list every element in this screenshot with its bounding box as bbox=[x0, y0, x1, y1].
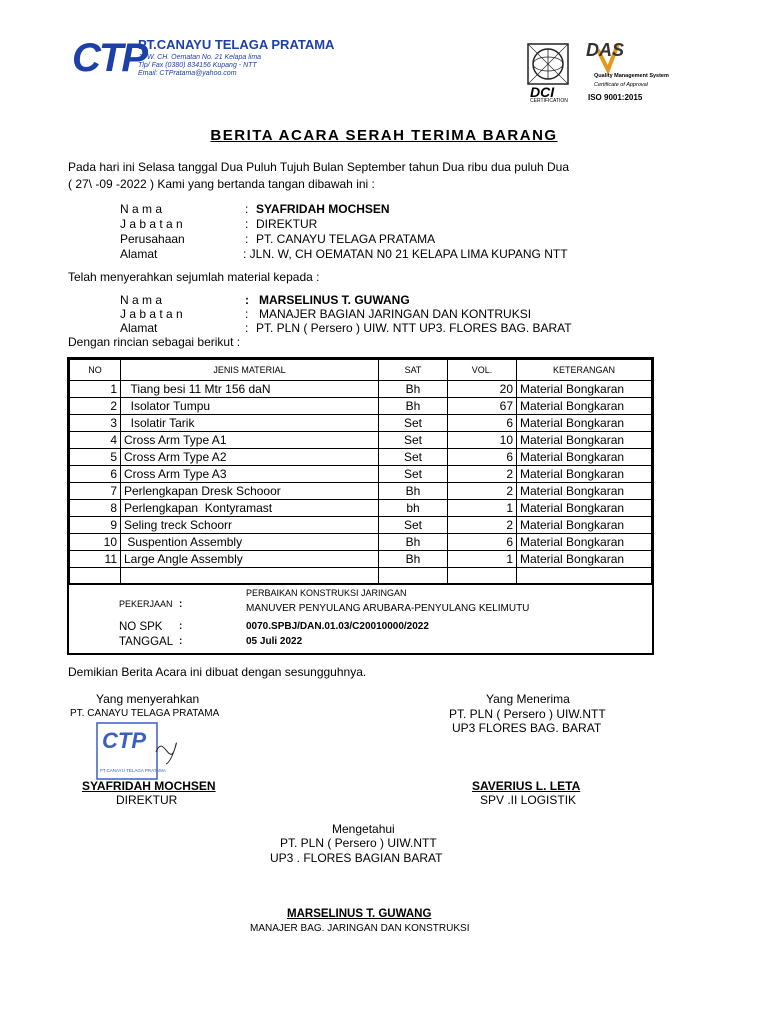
sign-center-role: Mengetahui bbox=[332, 822, 395, 836]
row-jenis: Perlengkapan Dresk Schooor bbox=[121, 483, 379, 500]
intro-line-1: Pada hari ini Selasa tanggal Dua Puluh Tujuh Bulan September tahun Dua ribu dua puluh Dua bbox=[68, 160, 570, 174]
row-sat: Bh bbox=[379, 551, 448, 568]
row-keterangan: Material Bongkaran bbox=[517, 483, 652, 500]
handover-text: Telah menyerahkan sejumlah material kepada : bbox=[68, 270, 320, 284]
sign-center-company-2: UP3 . FLORES BAGIAN BARAT bbox=[270, 851, 443, 865]
party1-alamat-label: Alamat bbox=[120, 247, 158, 261]
company-phone: Tlp/ Fax (0380) 834156 Kupang - NTT bbox=[138, 62, 257, 69]
row-keterangan: Material Bongkaran bbox=[517, 381, 652, 398]
table-row bbox=[70, 483, 652, 500]
row-keterangan: Material Bongkaran bbox=[517, 449, 652, 466]
table-row bbox=[70, 500, 652, 517]
material-table: NO JENIS MATERIAL SAT VOL. KETERANGAN 1 Tiang besi 11 Mtr 156 daN Bh 20 Material Bongkaran 2 Isolator Tumpu Bh 67 Material Bongkaran 3 Isolatir Tarik Set 6 Material Bongkaran 4 Cross Arm Type A1 Set 10 Material Bongkaran 5 Cross Arm Type A2 Set 6 Material Bongkaran 6 Cross Arm Type A3 Set 2 Material Bongkaran 7 Perlengkapan Dresk Schooor Bh 2 Material Bongkaran 8 Perlengkapan Kontyramast bh 1 Material Bongkaran 9 Seling treck Schoorr Set 2 Material Bongkaran 10 Suspention Assembly Bh 6 Material Bongkaran 11 Large Angle Assembly Bh 1 Material Bongkaran PEKERJAAN : PERBAIKAN KONSTRUKSI JARINGAN MANUVER PENYULANG ARUBARA-PENYULANG KELIMUTU NO SPK : 0070.SPBJ/DAN.01.03/C20010000/2022 TANGGAL : 05 Juli 2022 bbox=[67, 357, 654, 655]
sign-center-name: MARSELINUS T. GUWANG bbox=[287, 908, 432, 920]
pekerjaan-line-2: MANUVER PENYULANG ARUBARA-PENYULANG KELIMUTU bbox=[246, 603, 530, 614]
row-sat: Set bbox=[379, 449, 448, 466]
stamp-sub-text: PT.CANAYU TELAGA PRATAMA bbox=[100, 768, 166, 773]
row-jenis: Cross Arm Type A2 bbox=[121, 449, 379, 466]
table-header-row bbox=[70, 360, 652, 381]
sign-right-role: Yang Menerima bbox=[486, 692, 570, 706]
company-address: Jl. W. CH. Oematan No. 21 Kelapa lima bbox=[138, 54, 262, 61]
row-jenis: Cross Arm Type A3 bbox=[121, 466, 379, 483]
company-stamp bbox=[96, 722, 180, 782]
row-sat: Bh bbox=[379, 483, 448, 500]
party2-alamat-value: PT. PLN ( Persero ) UIW. NTT UP3. FLORES BAG. BARAT bbox=[256, 321, 572, 335]
col-header-jenis: JENIS MATERIAL bbox=[121, 360, 379, 381]
row-sat: Set bbox=[379, 432, 448, 449]
tanggal-label: TANGGAL bbox=[119, 636, 174, 648]
pekerjaan-line-1: PERBAIKAN KONSTRUKSI JARINGAN bbox=[246, 588, 407, 598]
row-keterangan: Material Bongkaran bbox=[517, 551, 652, 568]
sign-left-company: PT. CANAYU TELAGA PRATAMA bbox=[70, 708, 220, 719]
row-no: 5 bbox=[70, 449, 121, 466]
party2-nama-label: N a m a bbox=[120, 293, 163, 307]
stamp-text: CTP bbox=[102, 728, 146, 753]
row-vol: 67 bbox=[448, 398, 517, 415]
sign-right-position: SPV .II LOGISTIK bbox=[480, 793, 577, 807]
party1-jabatan-value: DIREKTUR bbox=[256, 217, 318, 231]
row-vol: 6 bbox=[448, 449, 517, 466]
sign-center-company-1: PT. PLN ( Persero ) UIW.NTT bbox=[280, 836, 437, 850]
detail-text: Dengan rincian sebagai berikut : bbox=[68, 335, 241, 349]
row-jenis: Cross Arm Type A1 bbox=[121, 432, 379, 449]
das-logo-text: DAS bbox=[586, 40, 625, 60]
row-jenis: Isolator Tumpu bbox=[121, 398, 379, 415]
sign-center-position: MANAJER BAG. JARINGAN DAN KONSTRUKSI bbox=[250, 923, 470, 934]
table-row bbox=[70, 551, 652, 568]
row-sat: Bh bbox=[379, 398, 448, 415]
party1-perusahaan-value: PT. CANAYU TELAGA PRATAMA bbox=[256, 232, 436, 246]
row-no: 10 bbox=[70, 534, 121, 551]
sign-left-name: SYAFRIDAH MOCHSEN bbox=[82, 779, 216, 793]
pekerjaan-label: PEKERJAAN bbox=[119, 599, 173, 609]
company-email: Email: CTPratama@yahoo.com bbox=[138, 70, 237, 77]
row-vol: 20 bbox=[448, 381, 517, 398]
intro-line-2: ( 27\ -09 -2022 ) Kami yang bertanda tangan dibawah ini : bbox=[68, 177, 375, 191]
row-vol: 1 bbox=[448, 551, 517, 568]
party1-perusahaan-label: Perusahaan bbox=[120, 232, 185, 246]
row-jenis: Tiang besi 11 Mtr 156 daN bbox=[121, 381, 379, 398]
cert-line3: ISO 9001:2015 bbox=[588, 93, 643, 102]
row-no: 1 bbox=[70, 381, 121, 398]
nospk-label: NO SPK bbox=[119, 621, 163, 633]
party1-nama-label: N a m a bbox=[120, 202, 163, 216]
table-row bbox=[70, 517, 652, 534]
row-vol: 1 bbox=[448, 500, 517, 517]
row-no: 3 bbox=[70, 415, 121, 432]
closing-text: Demikian Berita Acara ini dibuat dengan sesungguhnya. bbox=[68, 665, 367, 679]
col-header-sat: SAT bbox=[379, 360, 448, 381]
row-vol: 6 bbox=[448, 415, 517, 432]
row-no: 2 bbox=[70, 398, 121, 415]
row-sat: Set bbox=[379, 466, 448, 483]
cert-line2: Certificate of Approval bbox=[594, 82, 648, 88]
party1-jabatan-label: J a b a t a n bbox=[120, 217, 183, 231]
party1-nama-value: SYAFRIDAH MOCHSEN bbox=[256, 202, 390, 216]
tanggal-value: 05 Juli 2022 bbox=[246, 636, 303, 647]
nospk-value: 0070.SPBJ/DAN.01.03/C20010000/2022 bbox=[246, 621, 429, 632]
table-row bbox=[70, 466, 652, 483]
row-no: 8 bbox=[70, 500, 121, 517]
row-no: 7 bbox=[70, 483, 121, 500]
sign-right-name: SAVERIUS L. LETA bbox=[472, 779, 581, 793]
row-vol: 2 bbox=[448, 466, 517, 483]
company-name: PT.CANAYU TELAGA PRATAMA bbox=[138, 37, 335, 52]
row-jenis: Seling treck Schoorr bbox=[121, 517, 379, 534]
row-sat: Set bbox=[379, 415, 448, 432]
row-keterangan: Material Bongkaran bbox=[517, 466, 652, 483]
row-vol: 2 bbox=[448, 483, 517, 500]
party2-jabatan-label: J a b a t a n bbox=[120, 307, 183, 321]
row-sat: Bh bbox=[379, 534, 448, 551]
row-jenis: Perlengkapan Kontyramast bbox=[121, 500, 379, 517]
row-sat: bh bbox=[379, 500, 448, 517]
party2-nama-value: MARSELINUS T. GUWANG bbox=[259, 293, 410, 307]
col-header-vol: VOL. bbox=[448, 360, 517, 381]
dci-sub-text: CERTIFICATION bbox=[530, 98, 568, 104]
row-jenis: Large Angle Assembly bbox=[121, 551, 379, 568]
table-body bbox=[70, 381, 652, 568]
table-row bbox=[70, 415, 652, 432]
col-header-no: NO bbox=[70, 360, 121, 381]
row-jenis: Suspention Assembly bbox=[121, 534, 379, 551]
table-row bbox=[70, 432, 652, 449]
row-keterangan: Material Bongkaran bbox=[517, 517, 652, 534]
table-row bbox=[70, 534, 652, 551]
document-title: BERITA ACARA SERAH TERIMA BARANG bbox=[210, 127, 558, 144]
row-sat: Bh bbox=[379, 381, 448, 398]
row-keterangan: Material Bongkaran bbox=[517, 500, 652, 517]
row-sat: Set bbox=[379, 517, 448, 534]
sign-right-company-2: UP3 FLORES BAG. BARAT bbox=[452, 721, 602, 735]
row-keterangan: Material Bongkaran bbox=[517, 398, 652, 415]
party2-alamat-label: Alamat bbox=[120, 321, 158, 335]
row-no: 6 bbox=[70, 466, 121, 483]
col-header-keterangan: KETERANGAN bbox=[517, 360, 652, 381]
dci-logo-text: DCI bbox=[530, 84, 555, 100]
table-row bbox=[70, 398, 652, 415]
row-no: 11 bbox=[70, 551, 121, 568]
table-row bbox=[70, 381, 652, 398]
party2-jabatan-value: MANAJER BAGIAN JARINGAN DAN KONTRUKSI bbox=[259, 307, 532, 321]
row-keterangan: Material Bongkaran bbox=[517, 415, 652, 432]
sign-left-position: DIREKTUR bbox=[116, 793, 178, 807]
table-empty-row bbox=[70, 568, 652, 585]
party1-alamat-value: : JLN. W, CH OEMATAN N0 21 KELAPA LIMA KUPANG NTT bbox=[243, 247, 568, 261]
cert-line1: Quality Management System bbox=[594, 73, 669, 79]
row-no: 4 bbox=[70, 432, 121, 449]
certification-badge bbox=[526, 40, 669, 106]
row-no: 9 bbox=[70, 517, 121, 534]
row-vol: 6 bbox=[448, 534, 517, 551]
table-row bbox=[70, 449, 652, 466]
row-keterangan: Material Bongkaran bbox=[517, 534, 652, 551]
row-keterangan: Material Bongkaran bbox=[517, 432, 652, 449]
sign-left-role: Yang menyerahkan bbox=[96, 692, 200, 706]
row-jenis: Isolatir Tarik bbox=[121, 415, 379, 432]
row-vol: 2 bbox=[448, 517, 517, 534]
company-logo: CTP bbox=[72, 36, 146, 80]
sign-right-company-1: PT. PLN ( Persero ) UIW.NTT bbox=[449, 707, 606, 721]
table-divider bbox=[69, 583, 652, 584]
row-vol: 10 bbox=[448, 432, 517, 449]
